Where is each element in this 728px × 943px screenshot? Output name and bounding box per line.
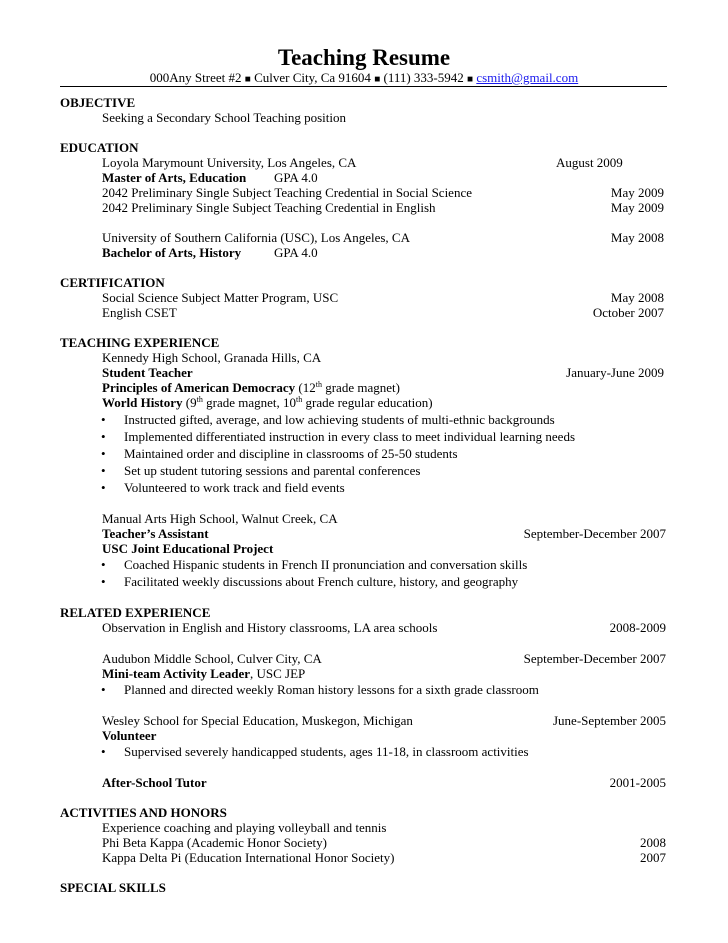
section-education	[0, 140, 728, 155]
entry-date: May 2008	[610, 290, 664, 305]
degree-line	[0, 245, 728, 260]
employer-name: Wesley School for Special Education, Muskegon, Michigan	[102, 713, 413, 728]
credential-name: 2042 Preliminary Single Subject Teaching Credential in Social Science	[102, 185, 472, 200]
bullet-text: Instructed gifted, average, and low achieving students of multi-ethnic backgrounds	[124, 412, 555, 427]
bullet-icon: •	[101, 682, 106, 697]
header-divider	[60, 86, 667, 87]
project-name: USC Joint Educational Project	[102, 541, 274, 556]
bullet-text: Implemented differentiated instruction in every class to meet individual learning needs	[124, 429, 576, 444]
course-detail: grade magnet)	[321, 380, 400, 395]
bullet-icon: •	[101, 744, 106, 759]
education-entry	[0, 230, 728, 245]
entry-date: 2008-2009	[609, 620, 666, 635]
separator-square-icon: ■	[244, 74, 251, 85]
role-line	[0, 666, 728, 681]
entry-date: 2008	[640, 835, 666, 850]
bullet-text: Planned and directed weekly Roman history lessons for a sixth grade classroom	[124, 682, 539, 697]
role-title: Teacher’s Assistant	[102, 526, 209, 541]
degree-name: Master of Arts, Education	[102, 170, 247, 185]
objective-line	[0, 110, 728, 125]
contact-city: Culver City, Ca 91604	[254, 70, 371, 85]
degree-name: Bachelor of Arts, History	[102, 245, 242, 260]
experience-line	[0, 620, 728, 635]
certification-item	[0, 305, 728, 320]
entry-date: May 2008	[610, 230, 664, 245]
employer-name: Manual Arts High School, Walnut Creek, CA	[102, 511, 338, 526]
course-detail: grade magnet, 10	[202, 395, 296, 410]
course-line	[0, 395, 728, 410]
role-suffix: , USC JEP	[250, 666, 306, 681]
education-entry	[0, 155, 728, 170]
employer-line	[0, 350, 728, 365]
contact-street: 000Any Street #2	[149, 70, 242, 85]
employer-line	[0, 651, 728, 666]
bullet-icon: •	[101, 429, 106, 444]
bullet-item	[0, 744, 728, 759]
gpa-value: GPA 4.0	[274, 170, 318, 185]
activity-item	[0, 820, 728, 835]
bullet-item	[0, 480, 728, 495]
course-detail: (12	[298, 380, 316, 395]
contact-phone: (111) 333-5942	[383, 70, 464, 85]
bullet-icon: •	[101, 480, 106, 495]
degree-line	[0, 170, 728, 185]
bullet-icon: •	[101, 557, 106, 572]
objective-text: Seeking a Secondary School Teaching position	[102, 110, 346, 125]
activity-item	[0, 835, 728, 850]
activity-item	[0, 850, 728, 865]
experience-text: Observation in English and History classrooms, LA area schools	[102, 620, 438, 635]
role-title: After-School Tutor	[102, 775, 207, 790]
entry-date: October 2007	[592, 305, 664, 320]
bullet-item	[0, 463, 728, 478]
bullet-item	[0, 682, 728, 697]
ordinal-suffix: th	[296, 395, 303, 404]
school-name: Loyola Marymount University, Los Angeles, CA	[102, 155, 357, 170]
section-heading: SPECIAL SKILLS	[60, 880, 166, 895]
school-name: University of Southern California (USC), Los Angeles, CA	[102, 230, 410, 245]
bullet-text: Facilitated weekly discussions about French culture, history, and geography	[124, 574, 519, 589]
entry-date: 2001-2005	[609, 775, 666, 790]
role-line	[0, 365, 728, 380]
employer-name: Kennedy High School, Granada Hills, CA	[102, 350, 322, 365]
bullet-text: Maintained order and discipline in classrooms of 25-50 students	[124, 446, 458, 461]
role-title: Mini-team Activity Leader	[102, 666, 251, 681]
entry-date: January-June 2009	[566, 365, 664, 380]
activity-text: Kappa Delta Pi (Education International Honor Society)	[102, 850, 395, 865]
bullet-icon: •	[101, 463, 106, 478]
bullet-item	[0, 429, 728, 444]
course-name: Principles of American Democracy	[102, 380, 296, 395]
email-link[interactable]: csmith@gmail.com	[476, 70, 579, 85]
section-heading: OBJECTIVE	[60, 95, 136, 110]
bullet-icon: •	[101, 446, 106, 461]
certification-name: English CSET	[102, 305, 177, 320]
section-heading: TEACHING EXPERIENCE	[60, 335, 220, 350]
bullet-icon: •	[101, 412, 106, 427]
bullet-item	[0, 412, 728, 427]
course-detail: (9	[185, 395, 197, 410]
bullet-text: Volunteered to work track and field events	[124, 480, 345, 495]
bullet-text: Set up student tutoring sessions and parental conferences	[124, 463, 421, 478]
gpa-value: GPA 4.0	[274, 245, 318, 260]
section-teaching	[0, 335, 728, 350]
activity-text: Phi Beta Kappa (Academic Honor Society)	[102, 835, 327, 850]
ordinal-suffix: th	[315, 380, 322, 389]
entry-date: September-December 2007	[523, 526, 666, 541]
entry-date: August 2009	[556, 155, 623, 170]
course-detail: grade regular education)	[302, 395, 433, 410]
section-skills	[0, 880, 728, 895]
ordinal-suffix: th	[196, 395, 203, 404]
bullet-item	[0, 557, 728, 572]
role-line	[0, 728, 728, 743]
employer-line	[0, 713, 728, 728]
bullet-item	[0, 446, 728, 461]
bullet-item	[0, 574, 728, 589]
bullet-icon: •	[101, 574, 106, 589]
section-heading: ACTIVITIES AND HONORS	[60, 805, 227, 820]
bullet-text: Coached Hispanic students in French II pronunciation and conversation skills	[124, 557, 528, 572]
role-line	[0, 526, 728, 541]
course-name: World History	[102, 395, 183, 410]
certification-name: Social Science Subject Matter Program, USC	[102, 290, 339, 305]
credential-line	[0, 185, 728, 200]
role-title: Volunteer	[102, 728, 157, 743]
credential-name: 2042 Preliminary Single Subject Teaching Credential in English	[102, 200, 436, 215]
role-title: Student Teacher	[102, 365, 193, 380]
section-certification	[0, 275, 728, 290]
entry-date: September-December 2007	[523, 651, 666, 666]
employer-line	[0, 511, 728, 526]
course-line	[0, 380, 728, 395]
role-line	[0, 775, 728, 790]
employer-name: Audubon Middle School, Culver City, CA	[102, 651, 322, 666]
section-heading: RELATED EXPERIENCE	[60, 605, 211, 620]
separator-square-icon: ■	[467, 74, 474, 85]
entry-date: May 2009	[610, 185, 664, 200]
entry-date: May 2009	[610, 200, 664, 215]
entry-date: 2007	[640, 850, 666, 865]
activity-text: Experience coaching and playing volleyball and tennis	[102, 820, 387, 835]
section-heading: EDUCATION	[60, 140, 139, 155]
section-activities	[0, 805, 728, 820]
resume-title: Teaching Resume	[277, 45, 451, 70]
section-heading: CERTIFICATION	[60, 275, 165, 290]
separator-square-icon: ■	[374, 74, 381, 85]
bullet-text: Supervised severely handicapped students, ages 11-18, in classroom activities	[124, 744, 529, 759]
certification-item	[0, 290, 728, 305]
entry-date: June-September 2005	[552, 713, 666, 728]
credential-line	[0, 200, 728, 215]
project-line	[0, 541, 728, 556]
section-objective	[0, 95, 728, 110]
section-related	[0, 605, 728, 620]
